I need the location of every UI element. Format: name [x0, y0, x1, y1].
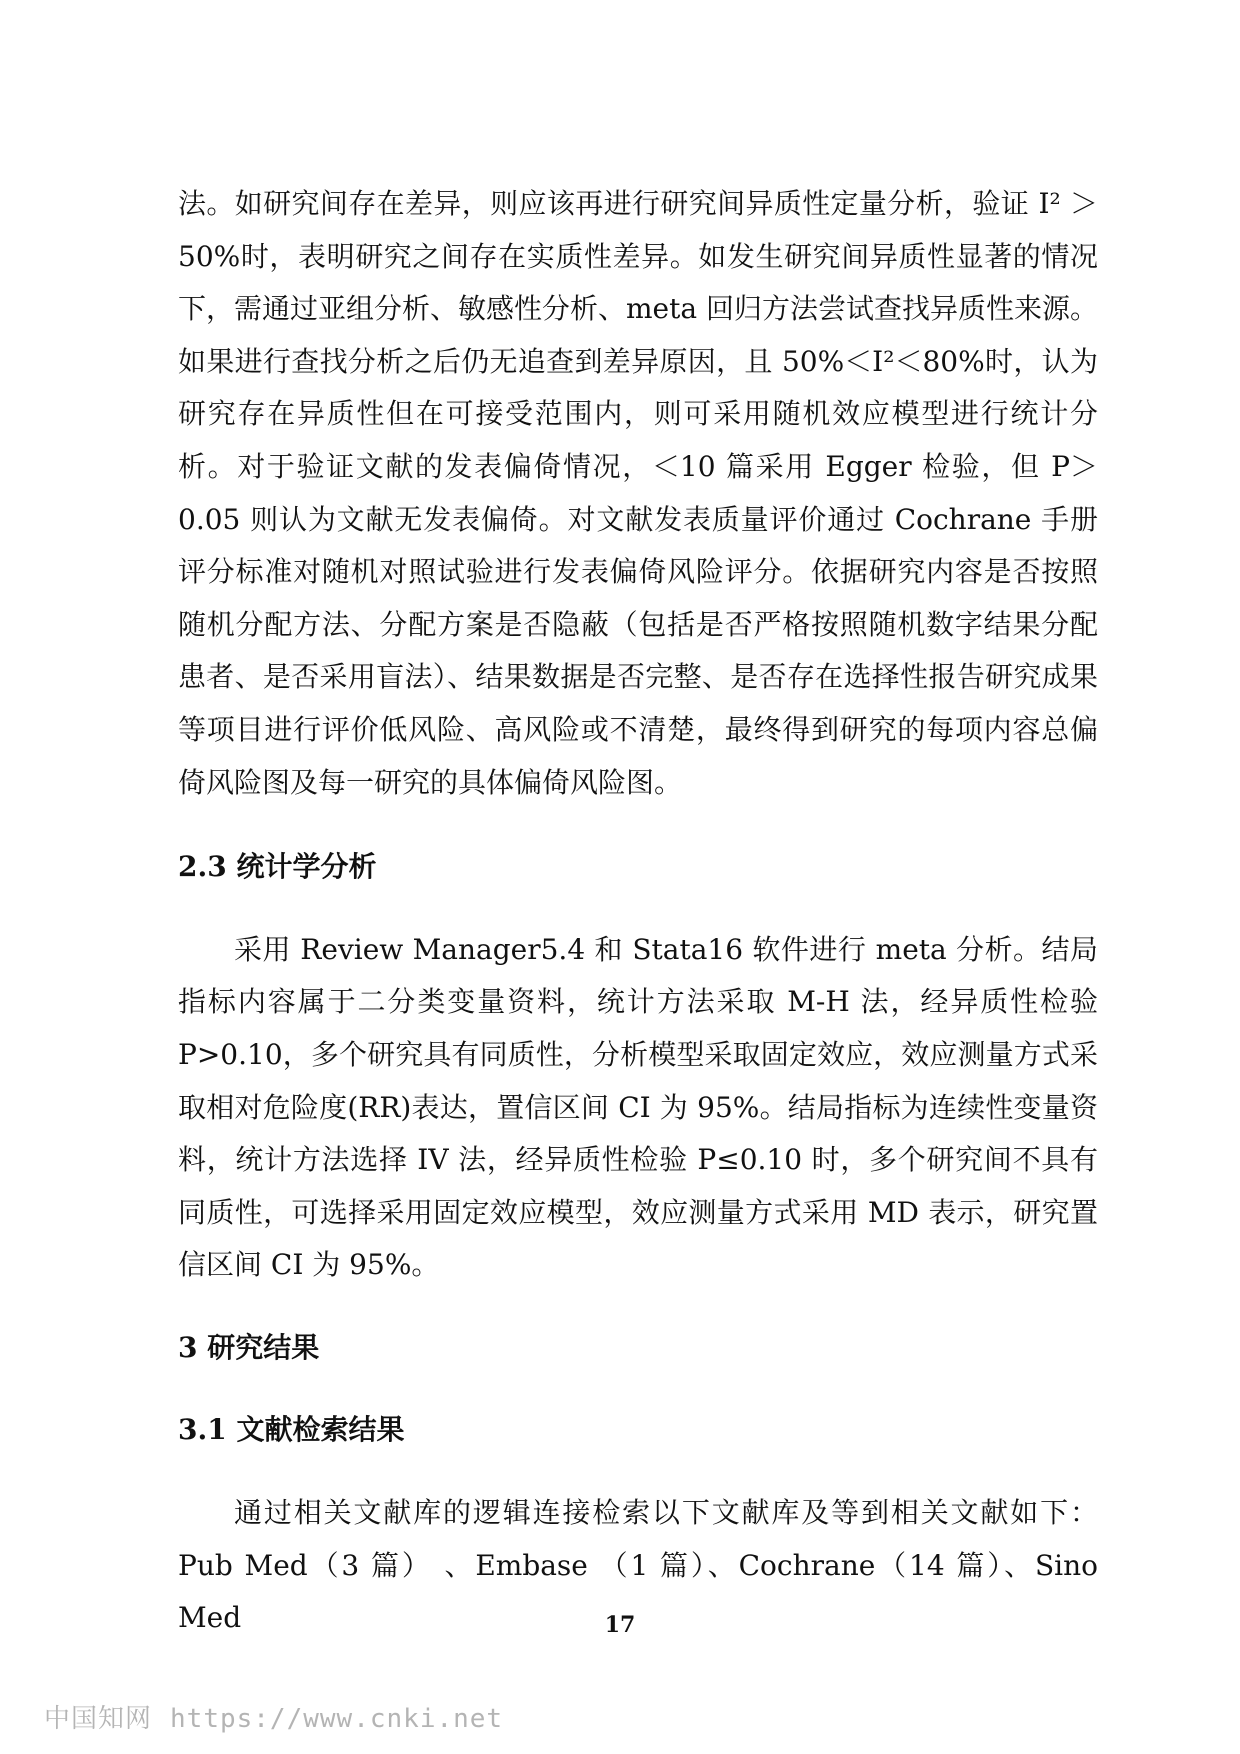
watermark-url: https://www.cnki.net: [170, 1704, 504, 1734]
page-number: 17: [604, 1612, 636, 1638]
section-heading-3: 3 研究结果: [178, 1330, 320, 1364]
methods-paragraph: 法。如研究间存在差异，则应该再进行研究间异质性定量分析，验证 I² ＞50%时，表明研究之间存在实质性差异。如发生研究间异质性显著的情况下，需通过亚组分析、敏感性分析、meta 回归方法尝试查找异质性来源。如果进行查找分析之后仍无追查到差异原因，且 50%＜I²＜80%时，认为研究存在异质性但在可接受范围内，则可采用随机效应模型进行统计分析。对于验证文献的发表偏倚情况，＜10 篇采用 Egger 检验，但 P＞0.05 则认为文献无发表偏倚。对文献发表质量评价通过 Cochrane 手册评分标准对随机对照试验进行发表偏倚风险评分。依据研究内容是否按照随机分配方法、分配方案是否隐蔽（包括是否严格按照随机数字结果分配患者、是否采用盲法）、结果数据是否完整、是否存在选择性报告研究成果等项目进行评价低风险、高风险或不清楚，最终得到研究的每项内容总偏倚风险图及每一研究的具体偏倚风险图。: [178, 187, 1098, 799]
page-body: [178, 178, 1098, 1645]
section-heading-3-1: 3.1 文献检索结果: [178, 1413, 405, 1447]
section-heading-2-3: 2.3 统计学分析: [178, 850, 377, 884]
statistics-paragraph: 采用 Review Manager5.4 和 Stata16 软件进行 meta 分析。结局指标内容属于二分类变量资料，统计方法采取 M-H 法，经异质性检验 P>0.10，多个研究具有同质性，分析模型采取固定效应，效应测量方式采取相对危险度(RR)表达，置信区间 CI 为 95%。结局指标为连续性变量资料，统计方法选择 IV 法，经异质性检验 P≤0.10 时，多个研究间不具有同质性，可选择采用固定效应模型，效应测量方式采用 MD 表示，研究置信区间 CI 为 95%。: [178, 932, 1098, 1282]
search-results-paragraph: 通过相关文献库的逻辑连接检索以下文献库及等到相关文献如下：Pub Med（3 篇） 、Embase （1 篇）、Cochrane（14 篇）、Sino Med: [178, 1496, 1098, 1635]
watermark-site-name: 中国知网: [44, 1704, 153, 1734]
cnki-watermark: [44, 1698, 503, 1735]
